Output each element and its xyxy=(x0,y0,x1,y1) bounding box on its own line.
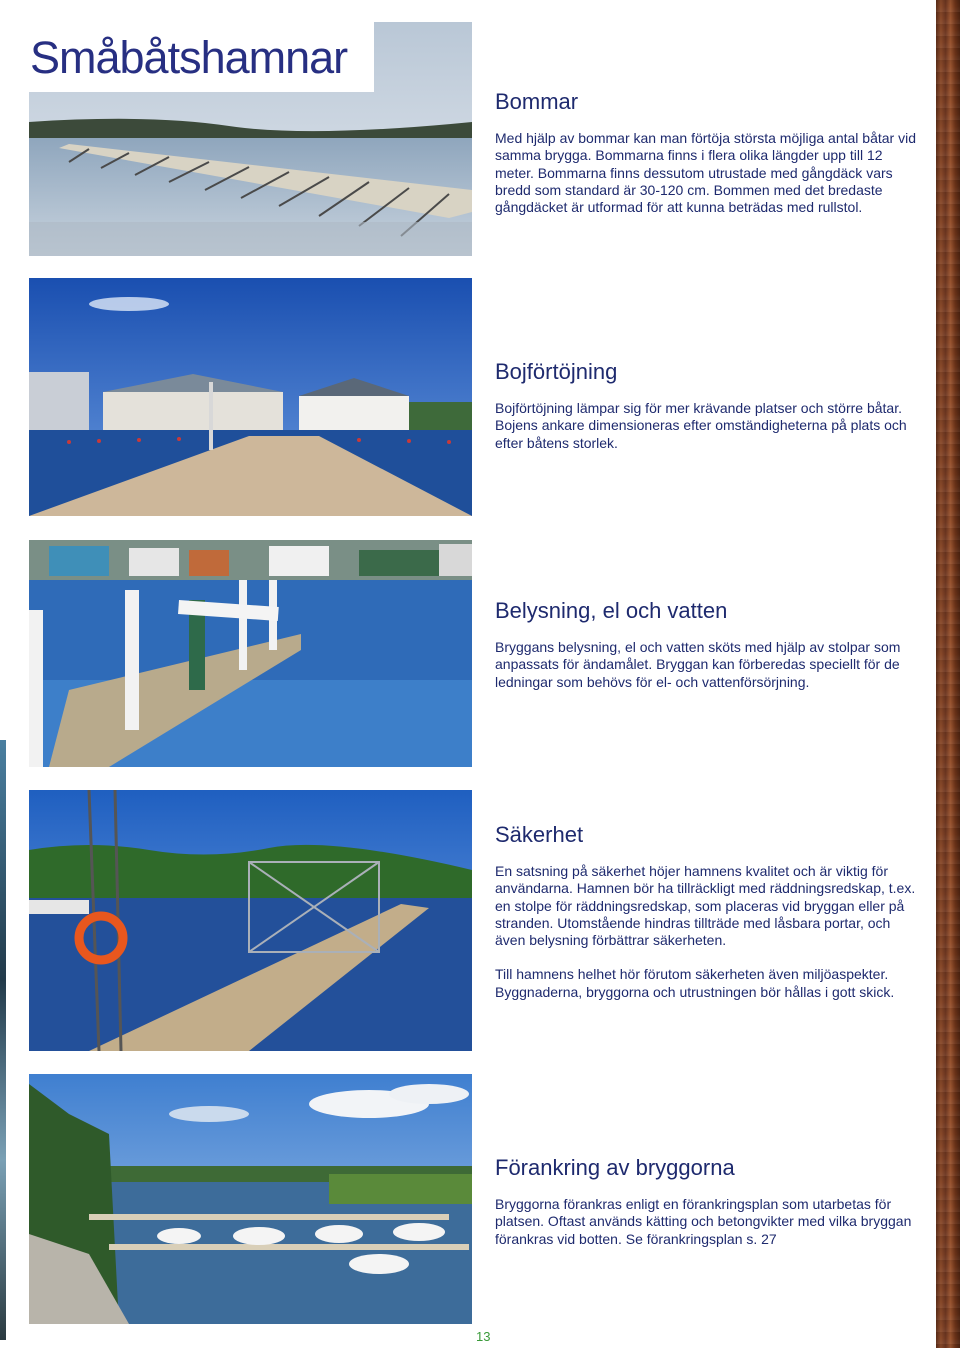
section-text: Bryggorna förankras enligt en förankringsplan som utarbetas för platsen. Oftast används kätting och betongvikter med vilka bryggan förankras vid botten. Se förankringsplan s. 27 xyxy=(495,1196,912,1247)
section-text: Bryggans belysning, el och vatten sköts med hjälp av stolpar som anpassats för ändamålet. Bryggan kan förberedas speciellt för de ledningar som behövs för el- och vattenförsörjning. xyxy=(495,639,901,690)
section-heading: Belysning, el och vatten xyxy=(495,598,728,623)
section-bommar xyxy=(495,88,920,216)
photo-anchored-piers xyxy=(29,1074,472,1324)
photo-posts-pier xyxy=(29,540,472,767)
page-title: Småbåtshamnar xyxy=(30,28,363,88)
section-belysning xyxy=(495,597,920,691)
section-text: En satsning på säkerhet höjer hamnens kvalitet och är viktig för användarna. Hamnen bör ha tillräckligt med räddningsredskap, t.ex. en stolpe för räddningsredskap, som placeras vid bryggan eller på stranden. Utomstående hindras tillträde med låsbara portar, och även belysning förbättrar säkerheten. xyxy=(495,863,916,949)
section-text-secondary: Till hamnens helhet hör förutom säkerheten även miljöaspekter. Byggnaderna, bryggorna och utrustningen bör hållas i gott skick. xyxy=(495,966,895,1000)
section-heading: Säkerhet xyxy=(495,822,584,847)
section-heading: Förankring av bryggorna xyxy=(495,1155,735,1180)
section-heading: Bommar xyxy=(495,89,579,114)
section-heading: Bojförtöjning xyxy=(495,359,618,384)
photo-buoy-mooring xyxy=(29,278,472,516)
section-bojfortojning xyxy=(495,358,920,452)
section-text: Bojförtöjning lämpar sig för mer krävande platser och större båtar. Bojens ankare dimensioneras efter omständigheterna på plats och efter båtens storlek. xyxy=(495,400,907,451)
section-sakerhet xyxy=(495,821,920,1001)
section-forankring xyxy=(495,1154,920,1248)
wood-edge-decoration xyxy=(936,0,960,1348)
photo-safety-gate xyxy=(29,790,472,1051)
section-text: Med hjälp av bommar kan man förtöja största möjliga antal båtar vid samma brygga. Bommarna finns i flera olika längder upp till 12 meter. Bommarna finns dessutom utrustade med gångdäck vars bredd som standard är 30-120 cm. Bommen med det bredaste gångdäcket är utformad för att kunna beträdas med rullstol. xyxy=(495,130,916,216)
left-edge-photo-strip xyxy=(0,740,6,1340)
page-number: 13 xyxy=(476,1329,491,1344)
